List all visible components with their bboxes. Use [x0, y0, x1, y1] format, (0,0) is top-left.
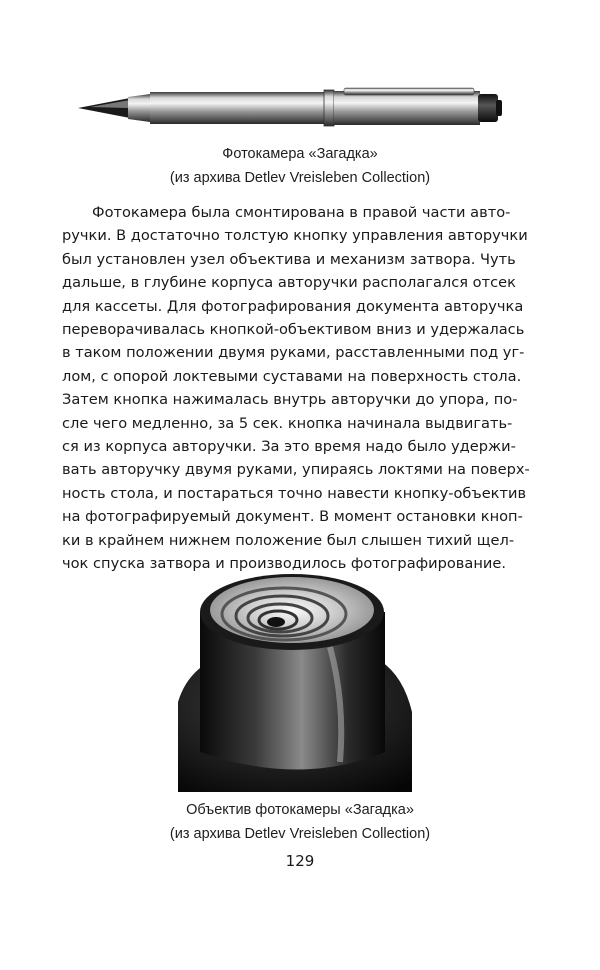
text-line: ки в крайнем нижнем положение был слышен тихий щел-: [62, 531, 515, 549]
text-line: лом, с опорой локтевыми суставами на поверхность стола.: [62, 367, 522, 385]
text-line: Фотокамера была смонтирована в правой части авто-: [92, 204, 511, 221]
text-line: Затем кнопка нажималась внутрь авторучки до упора, по-: [62, 391, 518, 409]
text-line: сле чего медленно, за 5 сек. кнопка начинала выдвигать-: [62, 414, 513, 432]
text-line: дальше, в глубине корпуса авторучки располагался отсек: [62, 274, 516, 292]
text-line: чок спуска затвора и производилось фотографирование.: [62, 555, 506, 573]
text-line: на фотографируемый документ. В момент остановки кноп-: [62, 508, 523, 526]
caption-title: Фотокамера «Загадка»: [222, 146, 378, 162]
pen-photo-caption: [0, 142, 600, 190]
text-line: был установлен узел объектива и механизм затвора. Чуть: [62, 250, 516, 268]
text-line: для кассеты. Для фотографирования документа авторучка: [62, 297, 524, 315]
text-line: переворачивалась кнопкой-объективом вниз и удержалась: [62, 321, 525, 339]
caption-source: (из архива Detlev Vreisleben Collection): [169, 170, 431, 186]
body-paragraph: [62, 201, 530, 576]
text-line: ся из корпуса авторучки. За это время надо было удержи-: [62, 438, 516, 456]
lens-photo-caption: [0, 798, 600, 846]
caption-source: (из архива Detlev Vreisleben Collection): [169, 826, 431, 842]
lens-photo: [0, 552, 600, 792]
text-line: ручки. В достаточно толстую кнопку управления авторучки: [62, 227, 528, 245]
text-line: вать авторучку двумя руками, упираясь локтями на поверх-: [62, 461, 530, 479]
text-line: в таком положении двумя руками, расставленными под уг-: [62, 344, 525, 362]
pen-camera-photo: [0, 78, 600, 138]
page-number: 129: [285, 852, 315, 870]
text-line: ность стола, и постараться точно навести кнопку-объектив: [62, 484, 527, 502]
caption-title: Объектив фотокамеры «Загадка»: [186, 802, 414, 818]
